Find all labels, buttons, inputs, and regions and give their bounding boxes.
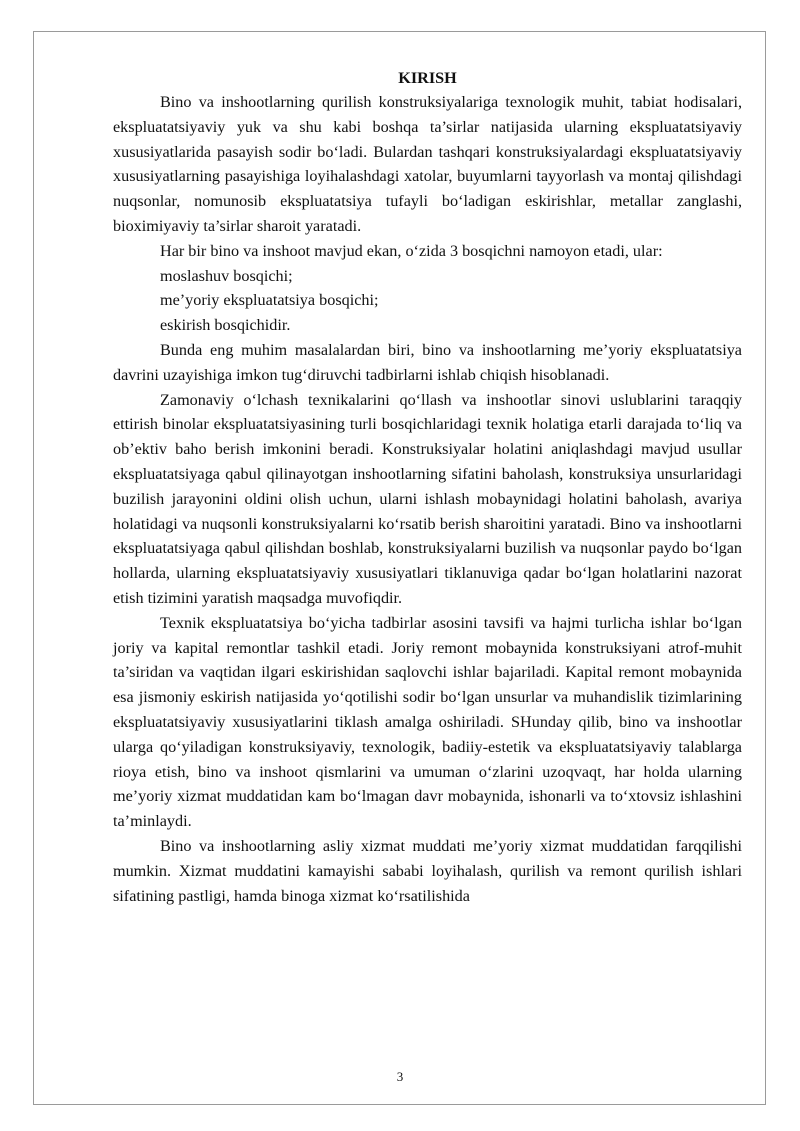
section-title: KIRISH — [398, 69, 457, 87]
paragraph-measurement: Zamonaviy o‘lchash texnikalarini qo‘llash va inshootlar sinovi uslublarini taraqqiy ettirish binolar ekspluatatsiyasining turli bosqichlaridagi texnik holatiga etarli darajada to‘liq va ob’ektiv baho berish imkonini beradi. Konstruksiyalar holatini aniqlashdagi mavjud usullar ekspluatatsiyaga qabul qilinayotgan inshootlarning sifatini baholash, konstruksiya unsurlaridagi buzilish jarayonini oldini olish uchun, ularni ishlash mobaynidagi holatini baholash, avariya holatidagi va nuqsonli konstruksiyalarni ko‘rsatib berish sharoitini yaratadi. Bino va inshootlarni ekspluatatsiyaga qabul qilishdan boshlab, konstruksiyalarni buzilish va nuqsonlar paydo bo‘lgan hollarda, ularning ekspluatatsiyaviy xususiyatlari tiklanuviga qadar bo‘lgan holatlarini nazorat etish tizimini yaratish maqsadga muvofiqdir. — [113, 390, 742, 607]
page-number: 3 — [396, 1069, 404, 1084]
paragraph-intro: Bino va inshootlarning qurilish konstruksiyalariga texnologik muhit, tabiat hodisalari, ekspluatatsiyaviy yuk va shu kabi boshqa ta’sirlar natijasida ularning ekspluatatsiyaviy xususiyatlarida pasayish sodir bo‘ladi. Bulardan tashqari konstruksiyalardagi ekspluatatsiyaviy xususiyatlarning pasayishiga loyihalashdagi xatolar, buyumlarni tayyorlash va montaj qilishdagi nuqsonlar, nomunosib ekspluatatsiya tufayli bo‘ladigan eskirishlar, metallar zanglashi, bioximiyaviy ta’sirlar sharoit yaratadi. — [113, 93, 742, 235]
paragraph-service-life: Bino va inshootlarning asliy xizmat muddati me’yoriy xizmat muddatidan farqqilishi mumkin. Xizmat muddatini kamayishi sababi loyihalash, qurilish va remont qurilish ishlari sifatining pastligi, hamda binoga xizmat ko‘rsatilishida — [113, 836, 742, 905]
paragraph-main-task: Bunda eng muhim masalalardan biri, bino va inshootlarning me’yoriy ekspluatatsiya davrini uzayishiga imkon tug‘diruvchi tadbirlarni ishlab chiqish hisoblanadi. — [113, 340, 742, 384]
list-item-wear: eskirish bosqichidir. — [160, 316, 291, 335]
paragraph-technical-operation: Texnik ekspluatatsiya bo‘yicha tadbirlar asosini tavsifi va hajmi turlicha ishlar bo‘lgan joriy va kapital remontlar tashkil etadi. Joriy remont mobaynida konstruksiyani atrof-muhit ta’siridan va vaqtidan ilgari eskirishidan saqlovchi ishlar bajariladi. Kapital remont mobaynida esa jismoniy eskirish natijasida yo‘qotilishi sodir bo‘lgan unsurlar va muhandislik tizimlarining ekspluatatsiyaviy xususiyatlarini tiklash amalga oshiriladi. SHunday qilib, bino va inshootlar ularga qo‘yiladigan konstruksiyaviy, texnologik, badiiy-estetik va ekspluatatsiyaviy talablarga rioya etish, bino va inshoot qismlarini va umuman o‘zlarini uzoqvaqt, har holda ularning me’yoriy xizmat muddatidan kam bo‘lmagan davr mobaynida, ishonarli va to‘xtovsiz ishlashini ta’minlaydi. — [113, 613, 742, 831]
document-body — [113, 66, 742, 908]
paragraph-stages: Har bir bino va inshoot mavjud ekan, o‘zida 3 bosqichni namoyon etadi, ular: — [160, 241, 663, 260]
list-item-adaptation: moslashuv bosqichi; — [160, 266, 293, 285]
list-item-normal-operation: me’yoriy ekspluatatsiya bosqichi; — [160, 291, 379, 310]
